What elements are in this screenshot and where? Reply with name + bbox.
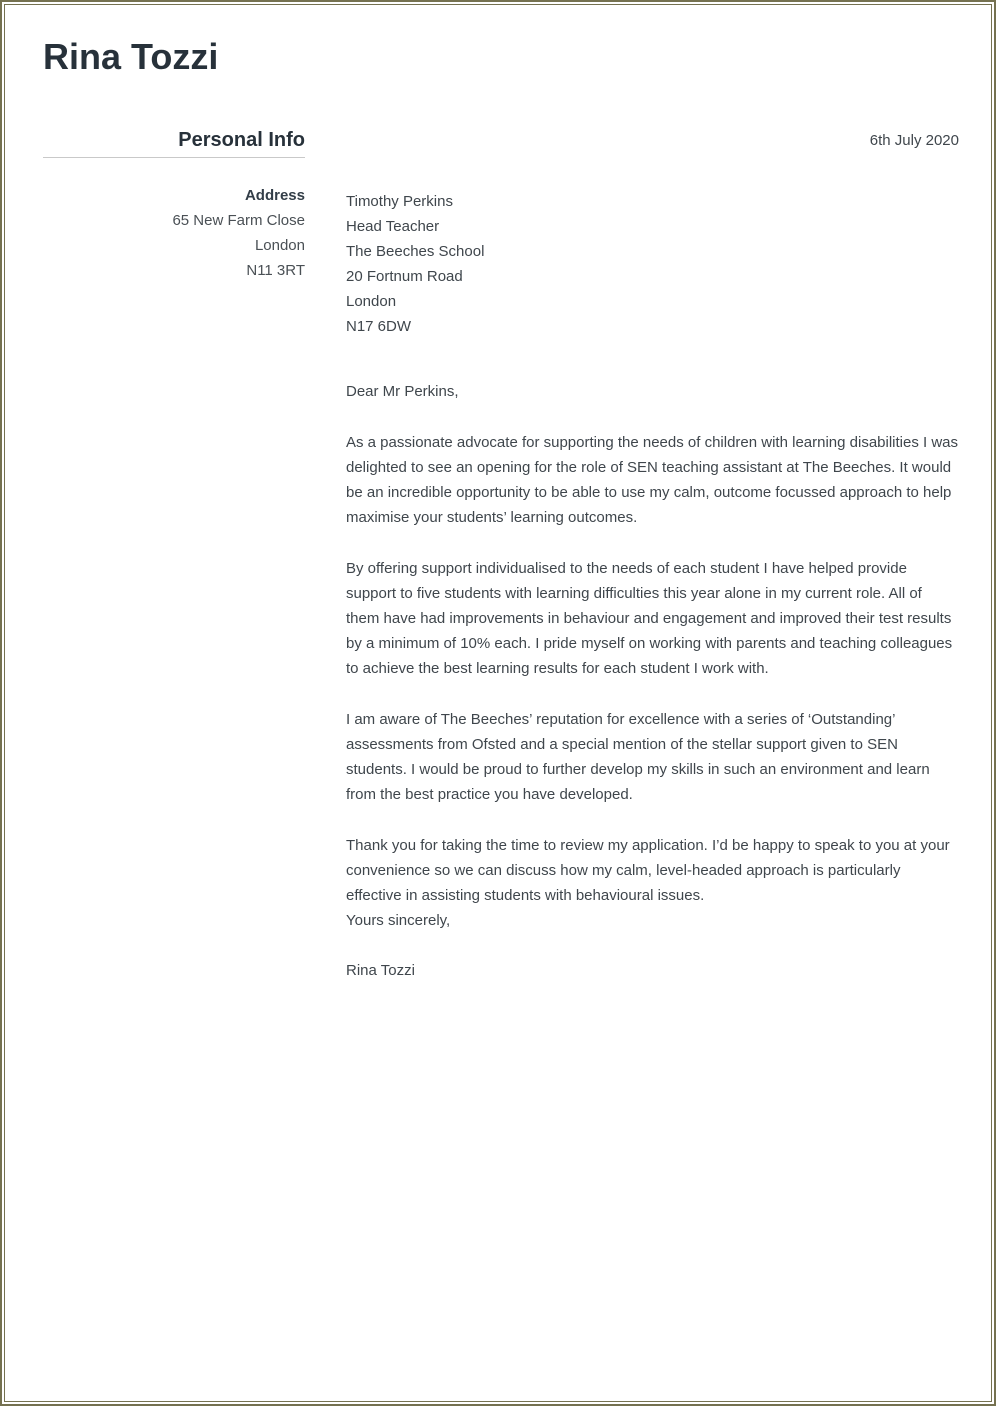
recipient-line: N17 6DW [346, 318, 412, 336]
salutation: Dear Mr Perkins, [346, 383, 459, 401]
document-content [5, 5, 991, 983]
signature: Rina Tozzi [346, 962, 415, 980]
letter-date: 6th July 2020 [869, 132, 959, 150]
address-line: N11 3RT [246, 262, 305, 280]
recipient-block [346, 189, 959, 339]
letter-paragraph: As a passionate advocate for supporting the needs of children with learning disabilities I was delighted to see an opening for the role of SEN teaching assistant at The Beeches. It would be an incredible opportunity to be able to use my calm, outcome focussed approach to help maximise your students’ learning outcomes. [346, 434, 959, 527]
address-label: Address [244, 187, 305, 205]
recipient-line: 20 Fortnum Road [346, 268, 463, 286]
address-line: London [254, 237, 305, 255]
letter-body-column [346, 128, 959, 983]
applicant-name: Rina Tozzi [43, 36, 219, 77]
closing: Yours sincerely, [346, 912, 451, 930]
letter-paragraph: I am aware of The Beeches’ reputation for excellence with a series of ‘Outstanding’ assessments from Ofsted and a special mention of the stellar support given to SEN students. I would be proud to further develop my skills in such an environment and learn from the best practice you have developed. [346, 711, 930, 804]
recipient-line: The Beeches School [346, 243, 485, 261]
letter-paragraph: By offering support individualised to the needs of each student I have helped provide support to five students with learning difficulties this year alone in my current role. All of them have had improvements in behaviour and engagement and improved their test results by a minimum of 10% each. I pride myself on working with parents and teaching colleagues to achieve the best learning results for each student I work with. [346, 560, 953, 678]
recipient-line: Head Teacher [346, 218, 440, 236]
document-page-inner-frame [4, 4, 992, 1402]
recipient-line: Timothy Perkins [346, 193, 453, 211]
letter-paragraph: Thank you for taking the time to review my application. I’d be happy to speak to you at your convenience so we can discuss how my calm, level-headed approach is particularly effective in assisting students with behavioural issues. [346, 837, 950, 905]
personal-info-sidebar [43, 128, 305, 983]
address-line: 65 New Farm Close [172, 212, 305, 230]
personal-info-heading: Personal Info [43, 128, 305, 158]
two-column-layout [43, 128, 959, 983]
recipient-line: London [346, 293, 397, 311]
